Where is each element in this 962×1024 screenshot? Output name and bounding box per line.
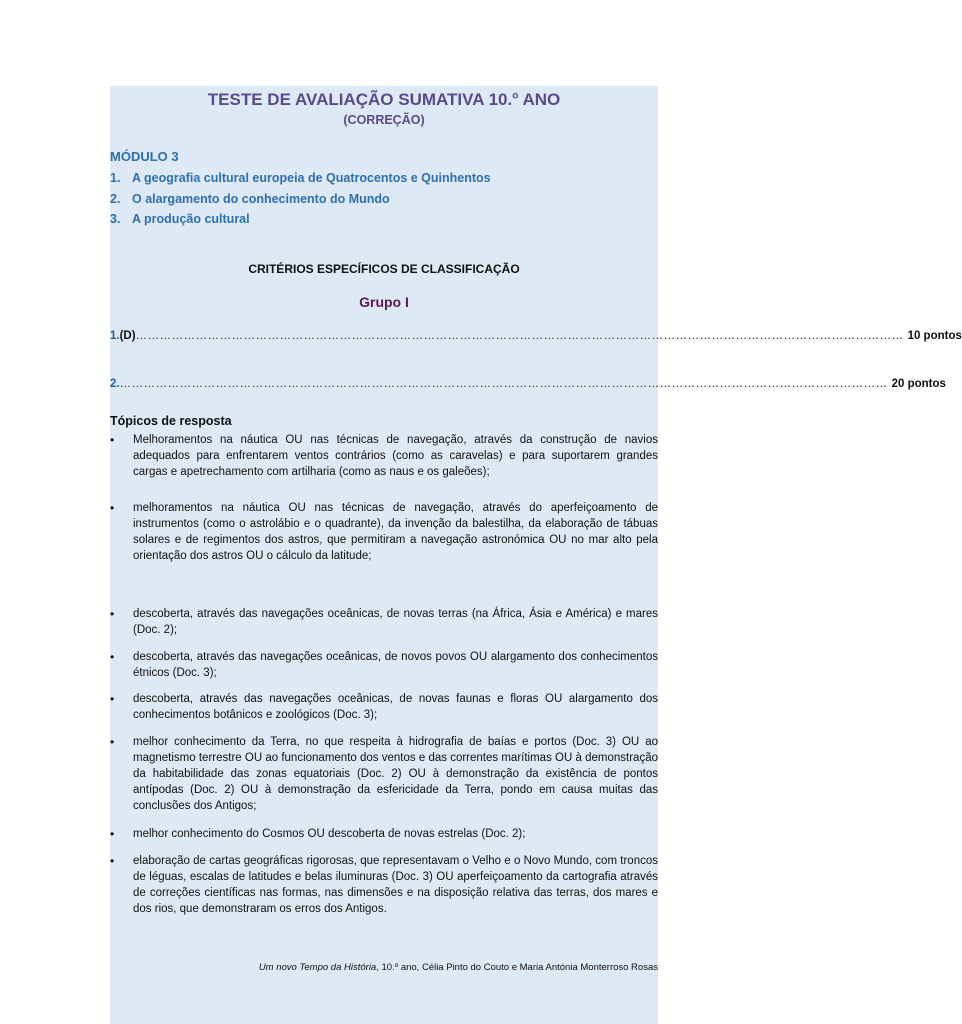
list-item: • melhoramentos na náutica OU nas técnicas de navegação, através do aperfeiçoamento de instrumentos (como o astrolábio e o quadrante), da invenção da balestilha, da elaboração de tábuas solares e de regimentos dos astros, que permitiram a navegação astronómica OU no mar alto pela orientação dos astros OU o cálculo da latitude;: [110, 501, 658, 562]
page-title: TESTE DE AVALIAÇÃO SUMATIVA 10.$^o$ ANO: [207, 90, 561, 109]
bullet-icon: •: [110, 854, 115, 868]
bullet-icon: •: [110, 501, 115, 515]
answer-topics-heading: Tópicos de resposta: [110, 414, 232, 428]
module-label: MÓDULO 3: [110, 149, 179, 164]
list-item: • melhor conhecimento da Terra, no que respeita à hidrografia de baías e portos (Doc. 3) OU ao magnetismo terrestre OU ao funcionamento dos ventos e das correntes marítimas OU à demonstração da habitabilidade das zonas equatoriais (Doc. 2) OU à demonstração da existência de pontos antípodas (Doc. 2) OU à demonstração da esfericidade da Terra, pondo em causa muitas das conclusões dos Antigos;: [110, 735, 658, 812]
group-heading: Grupo I: [359, 294, 409, 310]
bullet-icon: •: [110, 650, 115, 664]
bullet-icon: •: [110, 827, 115, 841]
question-number: 1.: [110, 330, 120, 342]
module-topic: 1. A geografia cultural europeia de Quatrocentos e Quinhentos: [110, 171, 491, 185]
dot-leader: …………………………………………………………………………………………………………………………………………………………………………: [119, 378, 888, 390]
question-1-line: [110, 330, 962, 342]
bullet-icon: •: [110, 607, 115, 621]
list-item: • melhor conhecimento do Cosmos OU descoberta de novas estrelas (Doc. 2);: [110, 827, 526, 841]
page-subtitle: (CORREÇÃO): [343, 113, 425, 127]
bullet-icon: •: [110, 692, 115, 706]
question-number: 2.: [110, 378, 120, 390]
question-2-line: [110, 378, 946, 390]
list-item: • Melhoramentos na náutica OU nas técnicas de navegação, através da construção de navios adequados para enfrentarem ventos contrários (como as caravelas) e para suportarem grandes cargas e apetrechamento com artilharia (como as naus e os galeões);: [110, 433, 658, 478]
bullet-icon: •: [110, 735, 115, 749]
dot-leader: …………………………………………………………………………………………………………………………………………………………………………: [135, 330, 904, 342]
list-item: • descoberta, através das navegações oceânicas, de novas terras (na África, Ásia e América) e mares (Doc. 2);: [110, 607, 658, 636]
criteria-heading: CRITÉRIOS ESPECÍFICOS DE CLASSIFICAÇÃO: [248, 262, 520, 276]
module-topic-list: [110, 168, 491, 230]
bullet-icon: •: [110, 433, 115, 447]
list-item: • descoberta, através das navegações oceânicas, de novos povos OU alargamento dos conhecimentos étnicos (Doc. 3);: [110, 650, 658, 679]
module-topic: 2. O alargamento do conhecimento do Mundo: [110, 191, 390, 206]
list-item: • elaboração de cartas geográficas rigorosas, que representavam o Velho e o Novo Mundo, com troncos de léguas, escalas de latitudes e belas iluminuras (Doc. 3) OU aperfeiçoamento da cartografia através de correções científicas nas formas, nas dimensões e na disposição relativa das terras, dos mares e dos rios, que demonstraram os erros dos Antigos.: [110, 854, 658, 915]
list-item: • descoberta, através das navegações oceânicas, de novas faunas e floras OU alargamento dos conhecimentos botânicos e zoológicos (Doc. 3);: [110, 692, 658, 721]
document-page: [110, 86, 962, 1024]
question-points: 10 pontos: [907, 330, 962, 342]
module-topic: 3. A produção cultural: [110, 212, 250, 226]
question-points: 20 pontos: [891, 378, 946, 390]
question-answer: (D): [119, 330, 136, 342]
source-citation: Um novo Tempo da História, 10.º ano, Célia Pinto do Couto e Maria Antónia Monterroso Rosas: [258, 962, 658, 973]
